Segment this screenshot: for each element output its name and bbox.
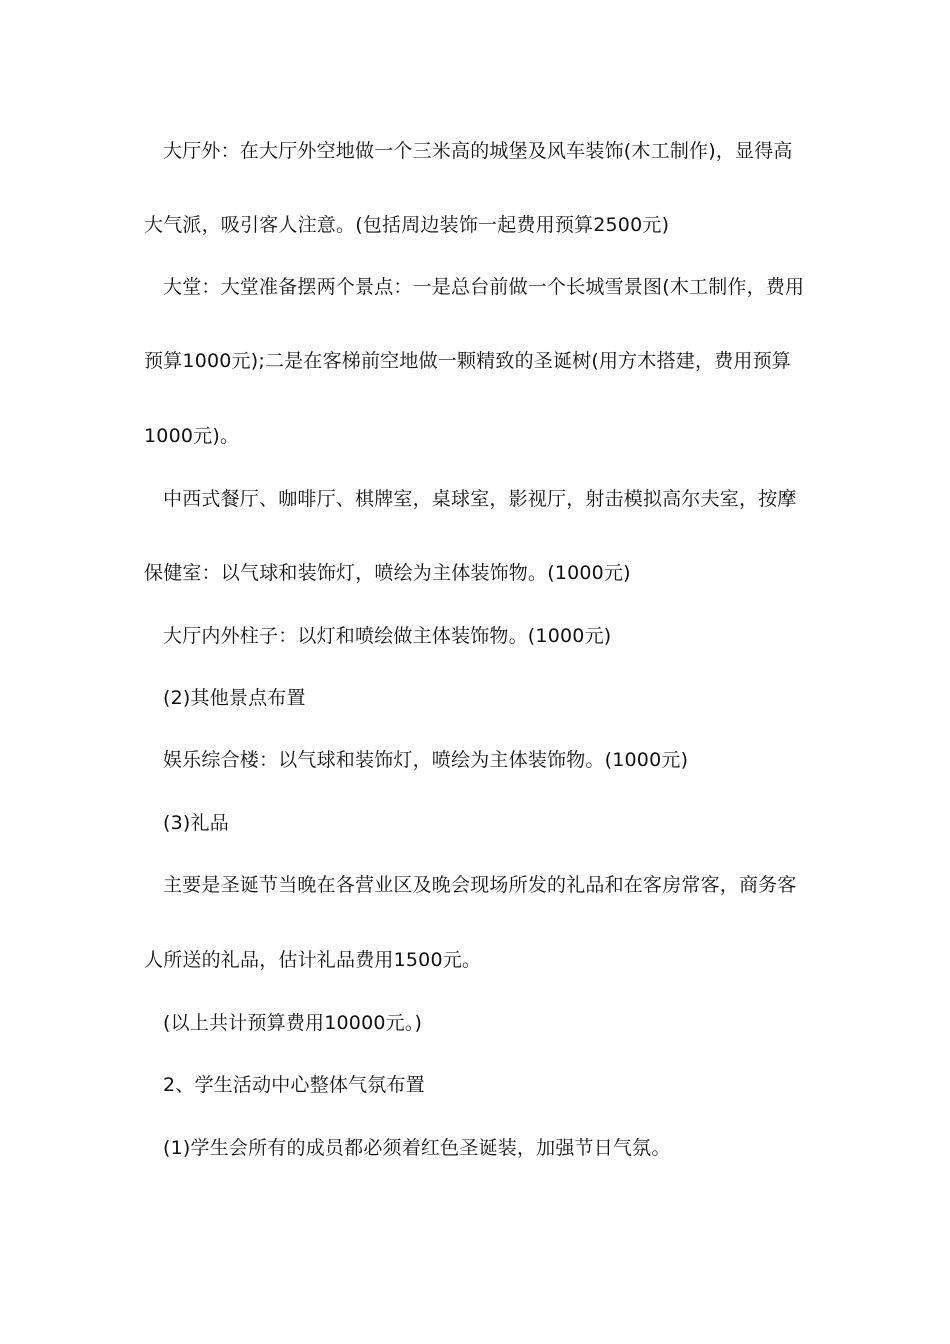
paragraph-total-budget: (以上共计预算费用10000元。) bbox=[163, 1012, 423, 1034]
paragraph-gifts-line-1: 主要是圣诞节当晚在各营业区及晚会现场所发的礼品和在客房常客，商务客 bbox=[163, 874, 797, 896]
paragraph-entertainment-building: 娱乐综合楼：以气球和装饰灯，喷绘为主体装饰物。(1000元) bbox=[163, 749, 689, 771]
paragraph-hall-exterior-line-1: 大厅外：在大厅外空地做一个三米高的城堡及风车装饰(木工制作)，显得高 bbox=[163, 140, 793, 162]
section-heading-other-spots: (2)其他景点布置 bbox=[163, 687, 306, 709]
paragraph-lobby-line-1: 大堂：大堂准备摆两个景点：一是总台前做一个长城雪景图(木工制作，费用 bbox=[163, 276, 805, 298]
paragraph-gifts-line-2: 人所送的礼品，估计礼品费用1500元。 bbox=[144, 949, 482, 971]
section-heading-student-center: 2、学生活动中心整体气氛布置 bbox=[163, 1074, 425, 1096]
paragraph-lobby-line-3: 1000元)。 bbox=[144, 425, 240, 447]
paragraph-venues-line-1: 中西式餐厅、咖啡厅、棋牌室，桌球室，影视厅，射击模拟高尔夫室，按摩 bbox=[163, 488, 797, 510]
paragraph-hall-exterior-line-2: 大气派，吸引客人注意。(包括周边装饰一起费用预算2500元) bbox=[144, 214, 670, 236]
section-heading-gifts: (3)礼品 bbox=[163, 812, 229, 834]
paragraph-pillars: 大厅内外柱子：以灯和喷绘做主体装饰物。(1000元) bbox=[163, 625, 612, 647]
paragraph-lobby-line-2: 预算1000元);二是在客梯前空地做一颗精致的圣诞树(用方木搭建，费用预算 bbox=[144, 350, 791, 372]
paragraph-venues-line-2: 保健室：以气球和装饰灯，喷绘为主体装饰物。(1000元) bbox=[144, 562, 631, 584]
paragraph-student-union-costume: (1)学生会所有的成员都必须着红色圣诞装，加强节日气氛。 bbox=[163, 1137, 671, 1159]
